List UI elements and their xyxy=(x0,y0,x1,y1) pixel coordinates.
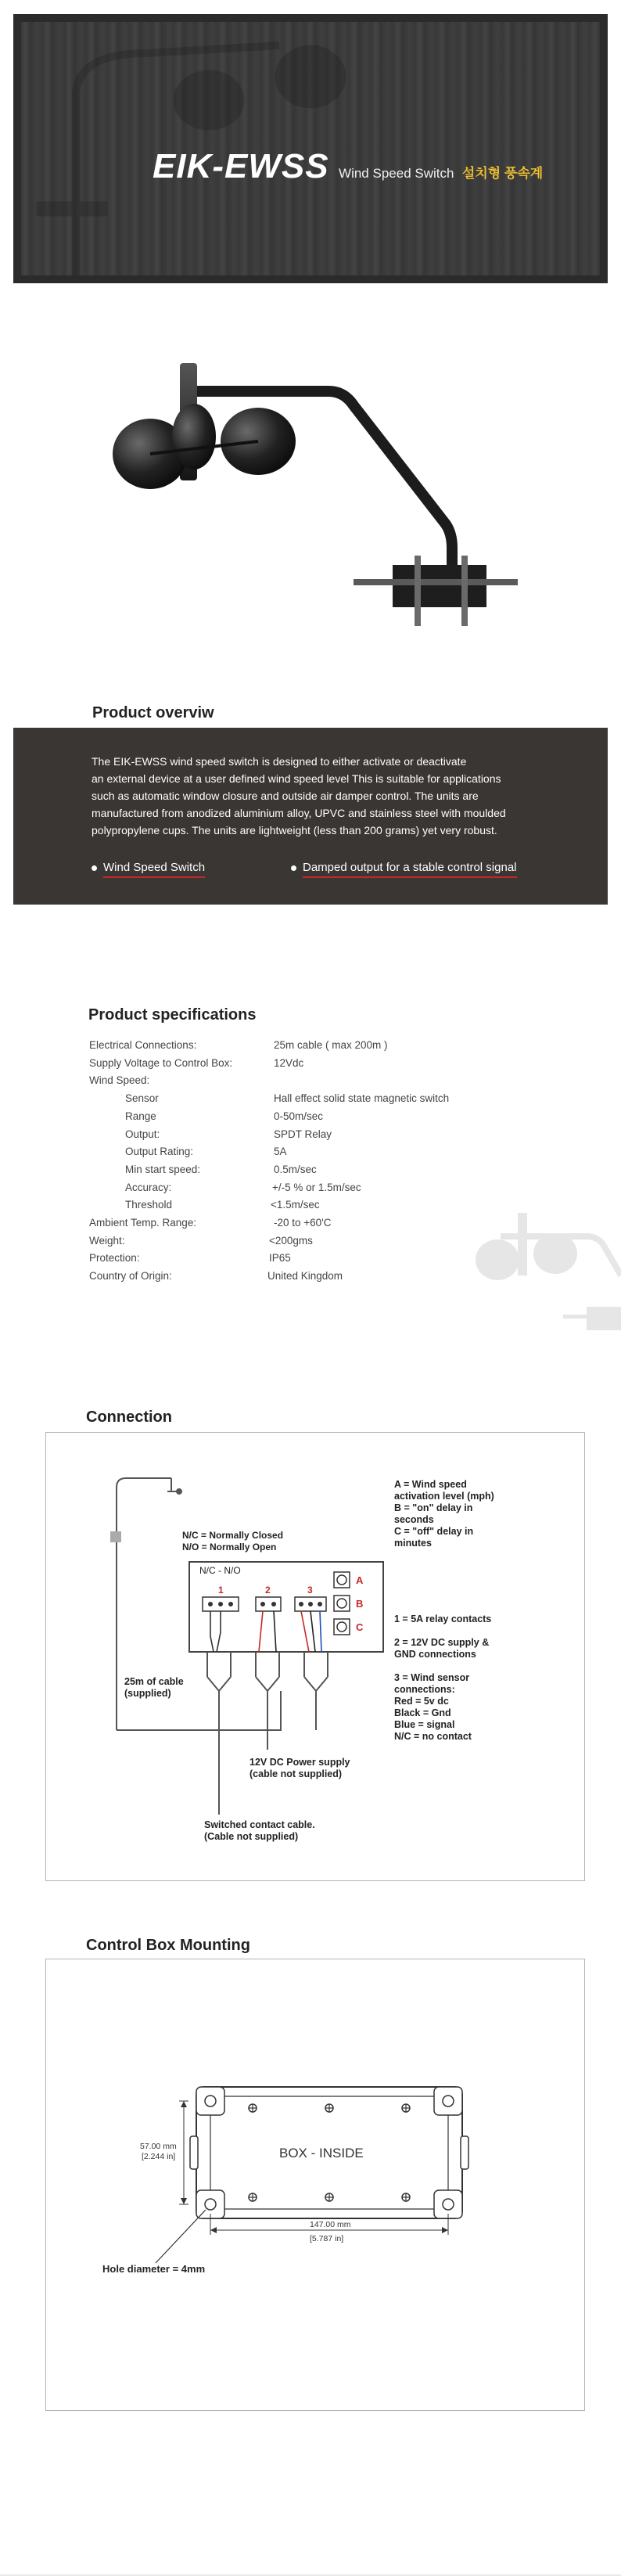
spec-label: Output: xyxy=(125,1128,160,1140)
legend-3-line: Blue = signal xyxy=(394,1719,455,1730)
legend-a-line: C = "off" delay in xyxy=(394,1526,474,1537)
banner-title xyxy=(153,147,543,186)
product-korean-title: 설치형 풍속계 xyxy=(461,166,544,181)
legend-a-line: minutes xyxy=(394,1538,432,1549)
spec-label: Range xyxy=(125,1110,156,1122)
legend-a-line: seconds xyxy=(394,1514,434,1525)
overview-line: such as automatic window closure and outside air damper control. The units are xyxy=(92,790,479,802)
switched-label-line: Switched contact cable. xyxy=(204,1819,315,1830)
nc-no-label: N/C - N/O xyxy=(199,1565,241,1576)
no-legend: N/O = Normally Open xyxy=(182,1542,277,1552)
spec-label: Weight: xyxy=(89,1234,125,1247)
specs-heading: Product specifications xyxy=(88,1006,257,1024)
sensor-mount-block xyxy=(110,1531,121,1542)
power-label-line: 12V DC Power supply xyxy=(249,1757,350,1768)
overview-line: The EIK-EWSS wind speed switch is designed to either activate or deactivate xyxy=(92,755,467,768)
cable-label-line: 25m of cable xyxy=(124,1676,184,1687)
cable-label-line: (supplied) xyxy=(124,1688,171,1699)
mounting-diagram-frame xyxy=(45,1959,585,2411)
spec-label: Wind Speed: xyxy=(89,1074,150,1087)
feature-bullet: Wind Speed Switch xyxy=(92,861,205,874)
hero-banner xyxy=(13,14,608,283)
height-dimension-in: [2.244 in] xyxy=(142,2152,176,2161)
banner-wood-background xyxy=(21,22,600,275)
spec-label: Accuracy: xyxy=(125,1181,172,1193)
connection-diagram-frame xyxy=(45,1432,585,1881)
pot-b-label: B xyxy=(356,1598,364,1610)
legend-3-line: Black = Gnd xyxy=(394,1707,451,1718)
spec-label: Protection: xyxy=(89,1252,140,1265)
power-label-line: (cable not supplied) xyxy=(249,1768,343,1779)
spec-label: Output Rating: xyxy=(125,1146,194,1158)
legend-1: 1 = 5A relay contacts xyxy=(394,1614,492,1624)
spec-label: Ambient Temp. Range: xyxy=(89,1217,197,1229)
product-model-title: EIK-EWSS xyxy=(153,147,329,185)
box-inside-label: BOX - INSIDE xyxy=(279,2146,364,2160)
product-subtitle: Wind Speed Switch xyxy=(339,166,454,181)
height-dimension: 57.00 mm xyxy=(140,2142,177,2151)
overview-line: an external device at a user defined wind speed level This is suitable for applications xyxy=(92,772,501,785)
spec-value: 12Vdc xyxy=(274,1056,304,1069)
spec-value: -20 to +60'C xyxy=(274,1217,332,1229)
legend-3-line: connections: xyxy=(394,1684,455,1695)
bullet-dot-icon xyxy=(291,865,296,871)
width-dimension-in: [5.787 in] xyxy=(310,2234,344,2243)
legend-3-line: Red = 5v dc xyxy=(394,1696,449,1707)
specs-anemometer-watermark xyxy=(469,1197,621,1338)
overview-heading: Product overviw xyxy=(92,704,214,721)
legend-a-line: activation level (mph) xyxy=(394,1491,494,1502)
spec-value: 25m cable ( max 200m ) xyxy=(274,1039,388,1051)
terminal-1-label: 1 xyxy=(218,1585,224,1596)
feature-bullet: Damped output for a stable control signal xyxy=(291,861,517,874)
product-photo xyxy=(102,344,524,626)
switched-label-line: (Cable not supplied) xyxy=(204,1831,299,1842)
legend-a-line: B = "on" delay in xyxy=(394,1502,473,1513)
spec-value: +/-5 % or 1.5m/sec xyxy=(272,1181,361,1193)
pot-a-label: A xyxy=(356,1574,364,1586)
legend-a-line: A = Wind speed xyxy=(394,1479,467,1490)
spec-value: 0.5m/sec xyxy=(274,1163,317,1175)
spec-value: United Kingdom xyxy=(267,1270,343,1283)
connection-wiring-diagram xyxy=(46,1433,584,1880)
spec-label: Sensor xyxy=(125,1092,159,1105)
spec-value: 0-50m/sec xyxy=(274,1110,324,1122)
overview-line: manufactured from anodized aluminium alloy, UPVC and stainless steel with moulded xyxy=(92,807,506,819)
spec-value: 5A xyxy=(274,1146,287,1158)
terminal-3-label: 3 xyxy=(307,1585,313,1596)
hole-diameter-label: Hole diameter = 4mm xyxy=(102,2263,206,2275)
spec-value: IP65 xyxy=(269,1252,291,1265)
nc-legend: N/C = Normally Closed xyxy=(182,1530,284,1541)
bullet-dot-icon xyxy=(92,865,97,871)
overview-description xyxy=(92,753,561,839)
connection-heading: Connection xyxy=(86,1409,172,1426)
legend-2-line: GND connections xyxy=(394,1649,476,1660)
width-dimension: 147.00 mm xyxy=(310,2220,351,2229)
legend-3-line: N/C = no contact xyxy=(394,1731,472,1742)
spec-value: <200gms xyxy=(269,1234,313,1247)
spec-label: Min start speed: xyxy=(125,1163,201,1175)
pot-c-label: C xyxy=(356,1621,364,1633)
spec-value: <1.5m/sec xyxy=(271,1199,320,1211)
legend-2-line: 2 = 12V DC supply & xyxy=(394,1637,490,1648)
spec-value: SPDT Relay xyxy=(274,1128,332,1140)
overview-line: polypropylene cups. The units are lightweight (less than 200 grams) yet very robust. xyxy=(92,824,497,836)
spec-label: Threshold xyxy=(125,1199,173,1211)
terminal-2-label: 2 xyxy=(265,1585,271,1596)
spec-value: Hall effect solid state magnetic switch xyxy=(274,1092,450,1105)
mounting-heading: Control Box Mounting xyxy=(86,1937,250,1954)
spec-label: Country of Origin: xyxy=(89,1270,172,1283)
spec-label: Supply Voltage to Control Box: xyxy=(89,1056,233,1069)
mounting-dimension-drawing xyxy=(46,1959,584,2410)
spec-label: Electrical Connections: xyxy=(89,1039,197,1051)
legend-3-line: 3 = Wind sensor xyxy=(394,1672,470,1683)
overview-panel xyxy=(13,728,608,905)
